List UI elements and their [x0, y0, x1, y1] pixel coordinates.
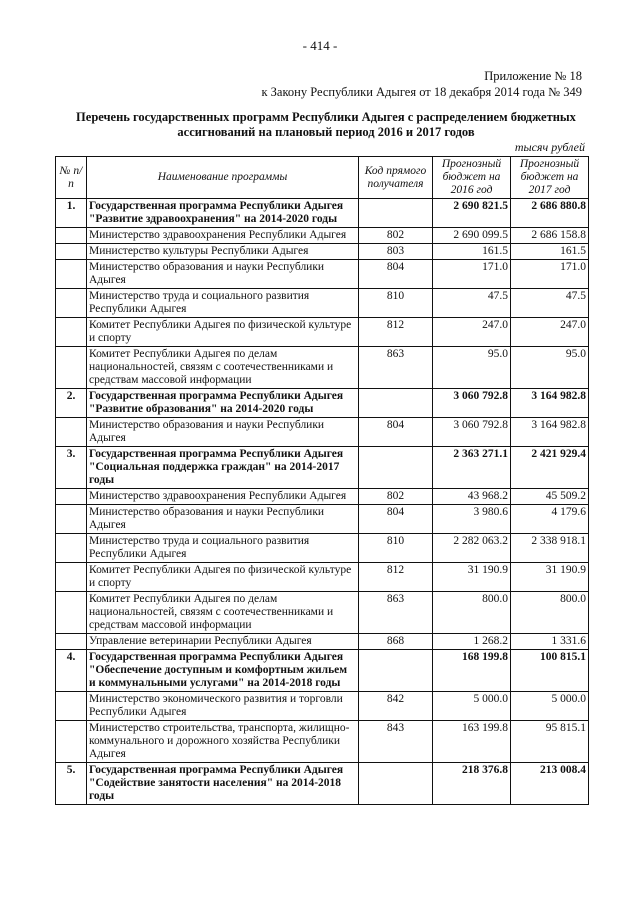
row-number [56, 505, 87, 534]
table-row [56, 505, 589, 534]
page-number: - 414 - [302, 38, 338, 53]
recipient-code: 863 [359, 347, 433, 389]
recipient-name: Министерство экономического развития и торговли Республики Адыгея [87, 692, 359, 721]
recipient-name: Министерство здравоохранения Республики Адыгея [87, 489, 359, 505]
header-name: Наименование программы [87, 157, 359, 199]
budget-2017: 247.0 [511, 318, 589, 347]
row-number [56, 228, 87, 244]
row-number [56, 592, 87, 634]
program-number: 1. [56, 199, 87, 228]
recipient-code: 810 [359, 289, 433, 318]
recipient-code: 868 [359, 634, 433, 650]
program-budget-2016: 168 199.8 [433, 650, 511, 692]
budget-2017: 95 815.1 [511, 721, 589, 763]
budget-2016: 31 190.9 [433, 563, 511, 592]
table-row [56, 418, 589, 447]
recipient-name: Министерство труда и социального развития Республики Адыгея [87, 534, 359, 563]
program-name: Государственная программа Республики Адыгея "Развитие образования" на 2014-2020 годы [87, 389, 359, 418]
table-row [56, 260, 589, 289]
program-code [359, 389, 433, 418]
recipient-code: 802 [359, 489, 433, 505]
budget-2017: 4 179.6 [511, 505, 589, 534]
recipient-name: Комитет Республики Адыгея по физической культуре и спорту [87, 318, 359, 347]
recipient-code: 863 [359, 592, 433, 634]
budget-2017: 2 686 158.8 [511, 228, 589, 244]
recipient-code: 842 [359, 692, 433, 721]
program-row [56, 199, 589, 228]
header-num: № п/п [56, 157, 87, 199]
table-row [56, 289, 589, 318]
law-reference: к Закону Республики Адыгея от 18 декабря 2014 года № 349 [261, 85, 582, 99]
program-budget-2017: 213 008.4 [511, 763, 589, 805]
program-row [56, 650, 589, 692]
budget-2017: 3 164 982.8 [511, 418, 589, 447]
budget-2016: 247.0 [433, 318, 511, 347]
budget-2017: 161.5 [511, 244, 589, 260]
budget-2016: 43 968.2 [433, 489, 511, 505]
table-row [56, 244, 589, 260]
row-number [56, 289, 87, 318]
recipient-name: Комитет Республики Адыгея по делам национальностей, связям с соотечественниками и средствам массовой информации [87, 347, 359, 389]
program-code [359, 199, 433, 228]
budget-2017: 171.0 [511, 260, 589, 289]
header-code: Код прямого получателя [359, 157, 433, 199]
recipient-name: Управление ветеринарии Республики Адыгея [87, 634, 359, 650]
recipient-code: 812 [359, 563, 433, 592]
row-number [56, 260, 87, 289]
table-row [56, 721, 589, 763]
table-row [56, 534, 589, 563]
appendix-label: Приложение № 18 [484, 69, 582, 83]
program-budget-2017: 3 164 982.8 [511, 389, 589, 418]
header-2017: Прогнозный бюджет на 2017 год [511, 157, 589, 199]
row-number [56, 721, 87, 763]
row-number [56, 692, 87, 721]
budget-table [55, 156, 589, 805]
program-code [359, 650, 433, 692]
budget-2016: 95.0 [433, 347, 511, 389]
recipient-name: Комитет Республики Адыгея по делам национальностей, связям с соотечественниками и средствам массовой информации [87, 592, 359, 634]
program-code [359, 447, 433, 489]
program-budget-2016: 3 060 792.8 [433, 389, 511, 418]
budget-2016: 171.0 [433, 260, 511, 289]
recipient-name: Министерство образования и науки Республики Адыгея [87, 260, 359, 289]
budget-2016: 1 268.2 [433, 634, 511, 650]
table-row [56, 489, 589, 505]
row-number [56, 489, 87, 505]
table-row [56, 347, 589, 389]
document-title: Перечень государственных программ Республики Адыгея с распределением бюджетных ассигнований на плановый период 2016 и 2017 годов [76, 110, 576, 139]
recipient-name: Министерство строительства, транспорта, жилищно-коммунального и дорожного хозяйства Республики Адыгея [87, 721, 359, 763]
table-row [56, 634, 589, 650]
recipient-name: Министерство здравоохранения Республики Адыгея [87, 228, 359, 244]
budget-2016: 161.5 [433, 244, 511, 260]
row-number [56, 534, 87, 563]
program-name: Государственная программа Республики Адыгея "Развитие здравоохранения" на 2014-2020 годы [87, 199, 359, 228]
budget-2017: 5 000.0 [511, 692, 589, 721]
recipient-code: 804 [359, 505, 433, 534]
program-budget-2017: 2 686 880.8 [511, 199, 589, 228]
recipient-code: 804 [359, 260, 433, 289]
program-row [56, 389, 589, 418]
budget-2017: 1 331.6 [511, 634, 589, 650]
row-number [56, 418, 87, 447]
program-row [56, 763, 589, 805]
budget-2016: 800.0 [433, 592, 511, 634]
table-row [56, 563, 589, 592]
budget-2016: 2 282 063.2 [433, 534, 511, 563]
budget-2016: 3 980.6 [433, 505, 511, 534]
budget-2016: 5 000.0 [433, 692, 511, 721]
budget-2017: 31 190.9 [511, 563, 589, 592]
program-name: Государственная программа Республики Адыгея "Содействие занятости населения" на 2014-2018 годы [87, 763, 359, 805]
program-budget-2017: 2 421 929.4 [511, 447, 589, 489]
budget-2016: 3 060 792.8 [433, 418, 511, 447]
recipient-code: 810 [359, 534, 433, 563]
table-row [56, 592, 589, 634]
table-row [56, 692, 589, 721]
program-name: Государственная программа Республики Адыгея "Обеспечение доступным и комфортным жильем и коммунальными услугами" на 2014-2018 годы [87, 650, 359, 692]
program-budget-2017: 100 815.1 [511, 650, 589, 692]
budget-2016: 163 199.8 [433, 721, 511, 763]
recipient-code: 802 [359, 228, 433, 244]
program-budget-2016: 2 690 821.5 [433, 199, 511, 228]
recipient-name: Министерство образования и науки Республики Адыгея [87, 418, 359, 447]
program-budget-2016: 218 376.8 [433, 763, 511, 805]
units-label: тысяч рублей [514, 140, 585, 154]
budget-2017: 95.0 [511, 347, 589, 389]
budget-2017: 800.0 [511, 592, 589, 634]
row-number [56, 244, 87, 260]
row-number [56, 347, 87, 389]
budget-2016: 2 690 099.5 [433, 228, 511, 244]
recipient-name: Министерство культуры Республики Адыгея [87, 244, 359, 260]
program-name: Государственная программа Республики Адыгея "Социальная поддержка граждан" на 2014-2017 годы [87, 447, 359, 489]
header-2016: Прогнозный бюджет на 2016 год [433, 157, 511, 199]
recipient-code: 803 [359, 244, 433, 260]
recipient-code: 804 [359, 418, 433, 447]
recipient-code: 843 [359, 721, 433, 763]
recipient-code: 812 [359, 318, 433, 347]
program-budget-2016: 2 363 271.1 [433, 447, 511, 489]
program-number: 2. [56, 389, 87, 418]
table-row [56, 318, 589, 347]
budget-2016: 47.5 [433, 289, 511, 318]
budget-2017: 47.5 [511, 289, 589, 318]
row-number [56, 563, 87, 592]
table-body [56, 199, 589, 805]
recipient-name: Министерство труда и социального развития Республики Адыгея [87, 289, 359, 318]
budget-2017: 45 509.2 [511, 489, 589, 505]
row-number [56, 318, 87, 347]
recipient-name: Комитет Республики Адыгея по физической культуре и спорту [87, 563, 359, 592]
program-number: 3. [56, 447, 87, 489]
table-header-row [56, 157, 589, 199]
budget-2017: 2 338 918.1 [511, 534, 589, 563]
program-code [359, 763, 433, 805]
program-number: 5. [56, 763, 87, 805]
program-number: 4. [56, 650, 87, 692]
row-number [56, 634, 87, 650]
recipient-name: Министерство образования и науки Республики Адыгея [87, 505, 359, 534]
table-row [56, 228, 589, 244]
program-row [56, 447, 589, 489]
